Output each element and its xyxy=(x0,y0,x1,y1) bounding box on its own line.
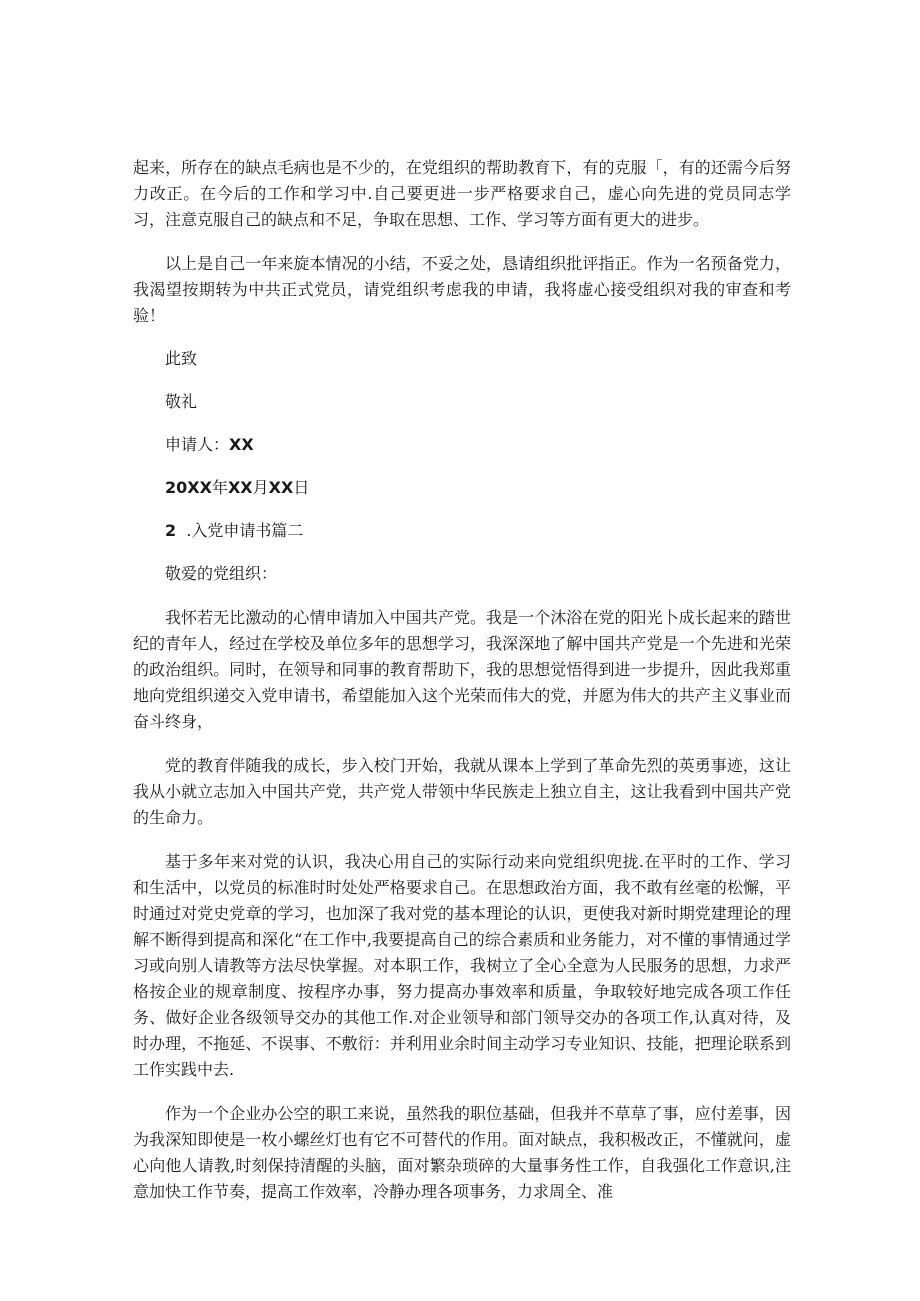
section-number: 2 xyxy=(165,521,177,540)
applicant-line xyxy=(133,432,791,458)
date-day: XX xyxy=(268,478,294,497)
section-title: .入党申请书篇二 xyxy=(186,521,304,540)
body-paragraph-2: 党的教育伴随我的成长，步入校门开始，我就从课本上学到了革命先烈的英勇事迹，这让我从小就立志加入中国共产党，共产党人带领中华民族走上独立自主，这让我看到中国共产党的生命力。 xyxy=(133,756,791,827)
date-day-unit: 日 xyxy=(293,478,310,497)
date-year-unit: 年 xyxy=(211,478,228,497)
applicant-name: XX xyxy=(229,435,254,454)
body-paragraph-4: 作为一个企业办公空的职工来说，虽然我的职位基础，但我并不草草了事，应付差事，因为我深知即使是一枚小螺丝灯也有它不可替代的作用。面对缺点，我积极改正，不懂就问，虚心向他人请教,时刻保持清醒的头脑，面对繁杂琐碎的大量事务性工作，自我强化工作意识,注意加快工作节奏，提高工作效率，冷静办理各项事务，力求周全、准 xyxy=(133,1104,791,1201)
salutation: 敬爱的党组织： xyxy=(165,564,278,583)
date-year: 20XX xyxy=(165,478,212,497)
body-paragraph-3: 基于多年来对党的认识，我决心用自己的实际行动来向党组织兜拢.在平时的工作、学习和生活中，以党员的标准时时处处严格要求自己。在思想政治方面，我不敢有丝毫的松懈，平时通过对党史党章的学习，也加深了我对党的基本理论的认识，更使我对新时期党建理论的理解不断得到提高和深化“在工作中,我要提高自己的综合素质和业务能力，对不懂的事情通过学习或向别人请教等方法尽快掌握。对本职工作，我树立了全心全意为人民服务的思想，力求严格按企业的规章制度、按程序办事，努力提高办事效率和质量，争取较好地完成各项工作任务、做好企业各级领导交办的其他工作.对企业领导和部门领导交办的各项工作,认真对待，及时办理，不拖延、不误事、不敷衍：并利用业余时间主动学习专业知识、技能，把理论联系到工作实践中去. xyxy=(133,852,791,1079)
body-paragraph-1: 我怀若无比激动的心情申请加入中国共产党。我是一个沐浴在党的阳光卜成长起来的踏世纪的青年人，经过在学校及单位多年的思想学习，我深深地了解中国共产党是一个先进和光荣的政治组织。同时，在领导和同事的教育帮助下，我的思想觉悟得到进一步提升，因此我郑重地向党组织递交入党申请书，希望能加入这个光荣而伟大的党，并愿为伟大的共产主义事业而奋斗终身， xyxy=(133,608,791,731)
paragraph-continuation: 起来，所存在的缺点毛病也是不少的，在党组织的帮助教育下，有的克服「，有的还需今后努力改正。在今后的工作和学习中.自己要更进一步严格要求自己，虚心向先进的党员同志学习，注意克服自己的缺点和不足，争取在思想、工作、学习等方面有更大的进步。 xyxy=(133,158,791,229)
paragraph-summary: 以上是自己一年来旋本情况的小结，不妥之处，恳请组织批评指正。作为一名预备党力，我渴望按期转为中共正式党员，请党组织考虑我的申请，我将虚心接受组织对我的审查和考验！ xyxy=(133,254,791,325)
date-month-unit: 月 xyxy=(252,478,269,497)
date-line xyxy=(133,475,791,501)
document-page xyxy=(133,155,791,1205)
closing-jingli: 敬礼 xyxy=(165,392,198,411)
closing-cizhi: 此致 xyxy=(165,349,198,368)
applicant-label: 申请人： xyxy=(165,435,230,454)
date-month: XX xyxy=(227,478,253,497)
section-heading xyxy=(133,518,791,544)
